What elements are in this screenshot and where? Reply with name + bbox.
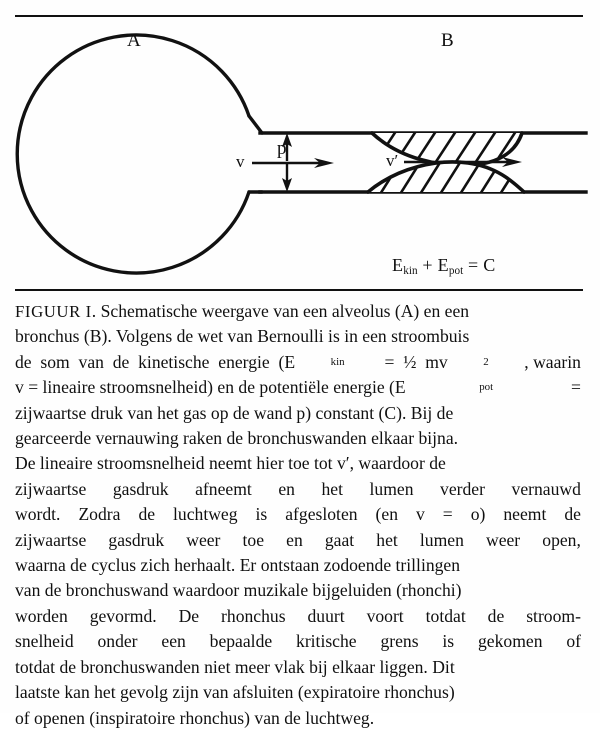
caption-line-10 bbox=[15, 528, 581, 553]
caption-word: gevormd. bbox=[89, 605, 157, 626]
bottom-horizontal-rule bbox=[15, 289, 583, 291]
caption-line-3-b: = ½ mv bbox=[380, 351, 448, 372]
caption-word: snelheid bbox=[15, 631, 74, 652]
caption-line-3-superscript: 2 bbox=[483, 355, 489, 368]
caption-word: het bbox=[321, 478, 343, 499]
caption-word: wordt. bbox=[15, 504, 61, 525]
equation-epot: E bbox=[437, 255, 449, 275]
pressure-arrow-down bbox=[282, 164, 292, 192]
caption-word: totdat bbox=[425, 605, 466, 626]
caption-word: open, bbox=[542, 529, 581, 550]
caption-line-14 bbox=[15, 629, 581, 654]
figure-caption bbox=[15, 299, 581, 731]
caption-line-4-a: v = lineaire stroomsnelheid) en de potentiële energie (E bbox=[15, 377, 406, 398]
caption-line-8 bbox=[15, 477, 581, 502]
caption-word: De bbox=[178, 605, 200, 626]
caption-word: onder bbox=[97, 631, 138, 652]
caption-figure-number: FIGUUR I bbox=[15, 302, 92, 321]
caption-word: de bbox=[564, 504, 581, 525]
caption-word: de bbox=[138, 504, 156, 525]
caption-word: zijwaartse bbox=[15, 529, 87, 550]
caption-line-5: zijwaartse druk van het gas op de wand p) constant (C). Bij de bbox=[15, 402, 454, 423]
caption-line-3-subscript: kin bbox=[330, 355, 345, 368]
caption-word: (en bbox=[375, 504, 399, 525]
caption-line-4-subscript: pot bbox=[479, 381, 494, 394]
caption-word: afneemt bbox=[195, 478, 252, 499]
caption-line-3-a: de som van de kinetische energie (E bbox=[15, 351, 296, 372]
caption-word: rhonchus bbox=[221, 605, 286, 626]
caption-word: gaat bbox=[324, 529, 355, 550]
caption-word: afgesloten bbox=[285, 504, 358, 525]
caption-line-2: bronchus (B). Volgens de wet van Bernoulli is in een stroombuis bbox=[15, 326, 470, 347]
caption-word: gasdruk bbox=[108, 529, 165, 550]
caption-word: neemt bbox=[503, 504, 547, 525]
alveolus-circle bbox=[17, 35, 249, 273]
caption-word: gasdruk bbox=[112, 478, 169, 499]
caption-word: en bbox=[286, 529, 303, 550]
caption-line-4-b: = bbox=[566, 377, 581, 398]
caption-line-6: gearceerde vernauwing raken de bronchuswanden elkaar bijna. bbox=[15, 428, 459, 449]
alveolus-bronchus-schematic-svg bbox=[0, 17, 600, 289]
figure-label-a: A bbox=[127, 30, 141, 51]
equation-ekin: E bbox=[392, 255, 404, 275]
caption-word: Zodra bbox=[78, 504, 121, 525]
velocity-label-v: v bbox=[236, 152, 245, 171]
caption-word: en bbox=[278, 478, 295, 499]
caption-line-12: van de bronchuswand waardoor muzikale bijgeluiden (rhonchi) bbox=[15, 580, 462, 601]
caption-word: een bbox=[161, 631, 186, 652]
caption-word: stroom- bbox=[526, 605, 581, 626]
pressure-label-p: p bbox=[277, 138, 287, 159]
caption-word: grens bbox=[380, 631, 419, 652]
caption-word: gekomen bbox=[478, 631, 543, 652]
caption-word: luchtweg bbox=[173, 504, 238, 525]
caption-line-3-c: , waarin bbox=[524, 351, 581, 372]
caption-word: de bbox=[487, 605, 505, 626]
figure-label-b: B bbox=[441, 30, 454, 51]
caption-prefix-separator: . bbox=[91, 301, 97, 321]
equation-ekin-subscript: kin bbox=[403, 265, 418, 278]
caption-line-4 bbox=[15, 375, 581, 400]
caption-word: o) bbox=[470, 504, 486, 525]
bernoulli-equation bbox=[392, 255, 496, 277]
figure-diagram bbox=[0, 17, 600, 289]
caption-word: weer bbox=[186, 529, 221, 550]
caption-word: het bbox=[376, 529, 398, 550]
caption-line-16: laatste kan het gevolg zijn van afsluiten (expiratoire rhonchus) bbox=[15, 682, 455, 703]
caption-line-7: De lineaire stroomsnelheid neemt hier toe tot v′, waardoor de bbox=[15, 453, 446, 474]
velocity-arrow-v bbox=[252, 158, 334, 168]
caption-line-1-text: Schematische weergave van een alveolus (A) en een bbox=[100, 301, 470, 321]
caption-word: duurt bbox=[307, 605, 345, 626]
caption-word: kritische bbox=[296, 631, 357, 652]
caption-word: toe bbox=[242, 529, 265, 550]
caption-word: v bbox=[416, 504, 425, 525]
caption-word: weer bbox=[485, 529, 521, 550]
caption-line-13 bbox=[15, 604, 581, 629]
caption-word: is bbox=[255, 504, 268, 525]
caption-word: vernauwd bbox=[511, 478, 581, 499]
alveolus-neck-upper bbox=[249, 116, 262, 133]
caption-word: verder bbox=[440, 478, 485, 499]
caption-line-9 bbox=[15, 502, 581, 527]
caption-line-1 bbox=[15, 299, 581, 324]
caption-word: worden bbox=[15, 605, 68, 626]
equation-equals-c: = C bbox=[463, 255, 496, 275]
velocity-label-v-prime: v′ bbox=[386, 151, 399, 170]
caption-word: bepaalde bbox=[209, 631, 273, 652]
caption-word: of bbox=[566, 631, 581, 652]
caption-line-11: waarna de cyclus zich herhaalt. Er ontstaan zodoende trillingen bbox=[15, 555, 461, 576]
equation-epot-subscript: pot bbox=[448, 265, 464, 278]
caption-line-17: of openen (inspiratoire rhonchus) van de luchtweg. bbox=[15, 707, 375, 728]
caption-word: is bbox=[442, 631, 455, 652]
caption-word: lumen bbox=[369, 478, 414, 499]
caption-word: lumen bbox=[419, 529, 464, 550]
caption-word: voort bbox=[366, 605, 404, 626]
caption-word: zijwaartse bbox=[15, 478, 87, 499]
caption-line-15: totdat de bronchuswanden niet meer vlak bij elkaar liggen. Dit bbox=[15, 656, 455, 677]
caption-word: = bbox=[442, 504, 453, 525]
equation-plus: + bbox=[417, 255, 438, 275]
caption-line-3 bbox=[15, 350, 581, 375]
